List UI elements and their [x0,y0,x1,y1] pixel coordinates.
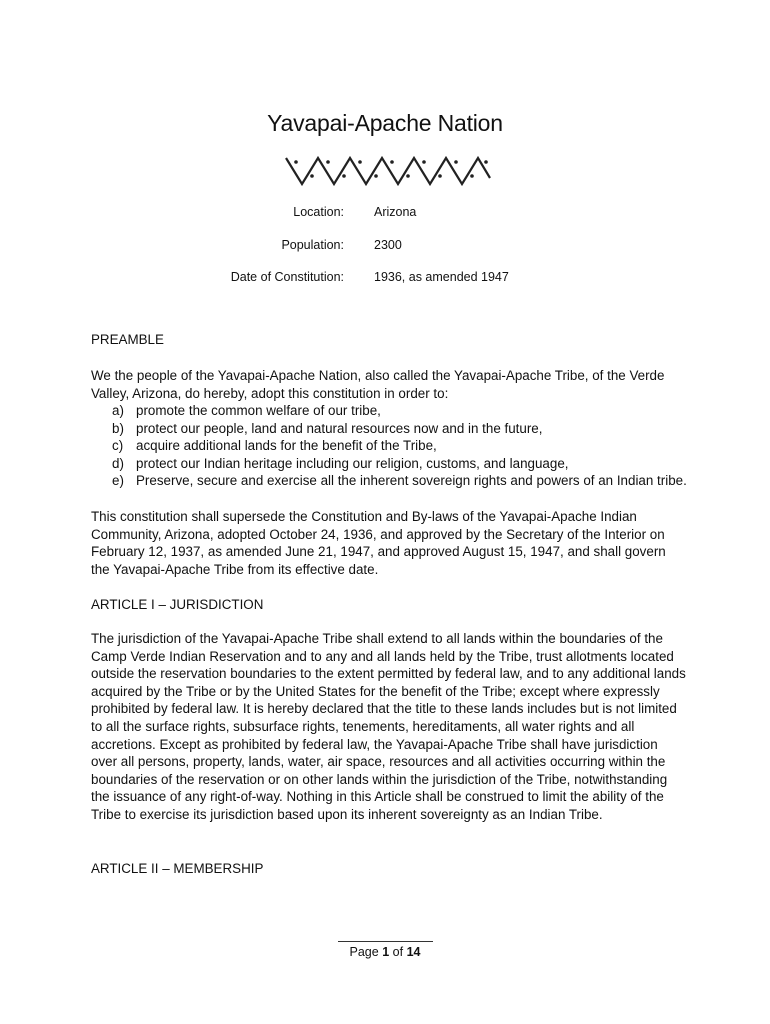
list-marker: c) [112,438,124,454]
meta-value: 2300 [374,238,402,252]
preamble-closing: This constitution shall supersede the Constitution and By-laws of the Yavapai-Apache Indian Community, Arizona, adopted October 24, 1936, and approved by the Secretary of the Interior on February 12, 1937, as amended June 21, 1947, and approved August 15, 1947, and shall govern the Yavapai-Apache Tribe from its effective date. [91,509,666,577]
meta-label: Date of Constitution: [230,270,344,284]
list-marker: e) [112,473,124,489]
zigzag-dot-ornament-icon [282,150,494,188]
document-title: Yavapai-Apache Nation [267,110,503,136]
footer-page-number: 1 [382,945,390,959]
list-marker: d) [112,455,124,471]
preamble-list [91,402,687,490]
article-1-heading: ARTICLE I – JURISDICTION [91,597,264,612]
meta-value: Arizona [374,205,417,219]
article-1-text: The jurisdiction of the Yavapai-Apache Tribe shall extend to all lands within the boundaries of the Camp Verde Indian Reservation and to any and all lands held by the Tribe, trust allotments located outside the reservation boundaries to the extent permitted by federal law, and to any additional lands acquired by the Tribe or by the United States for the benefit of the Tribe; except where expressly prohibited by federal law. It is hereby declared that the title to these lands includes but is not limited to all the surface rights, subsurface rights, tenements, hereditaments, all water rights and all accretions. Except as prohibited by federal law, the Yavapai-Apache Tribe shall have jurisdiction over all persons, property, lands, water, air space, resources and all activities occurring within the boundaries of the reservation or on other lands within the jurisdiction of the Tribe, notwithstanding the issuance of any right-of-way. Nothing in this Article shall be construed to limit the ability of the Tribe to exercise its jurisdiction based upon its inherent sovereignty as an Indian Tribe. [91,631,686,822]
list-item-text: Preserve, secure and exercise all the inherent sovereign rights and powers of an Indian tribe. [136,473,687,489]
meta-label: Location: [293,205,344,219]
footer-page-word: Page [349,945,379,959]
list-marker: a) [112,403,124,418]
list-marker: b) [112,420,124,436]
preamble-heading: PREAMBLE [91,332,164,347]
list-item [91,472,687,490]
page-footer [0,945,770,959]
article-2-heading: ARTICLE II – MEMBERSHIP [91,861,264,876]
preamble-intro: We the people of the Yavapai-Apache Nation, also called the Yavapai-Apache Tribe, of the Verde Valley, Arizona, do hereby, adopt this constitution in order to: [91,368,665,401]
list-item-text: acquire additional lands for the benefit of the Tribe, [136,438,437,454]
footer-of-word: of [392,945,404,959]
list-item-text: promote the common welfare of our tribe, [136,403,381,418]
footer-divider [338,941,433,942]
list-item-text: protect our people, land and natural resources now and in the future, [136,420,543,436]
list-item [91,455,687,473]
list-item-text: protect our Indian heritage including our religion, customs, and language, [136,455,569,471]
list-item [91,420,687,438]
footer-page-total: 14 [406,945,421,959]
list-item [91,437,687,455]
meta-value: 1936, as amended 1947 [374,270,509,284]
meta-label: Population: [281,238,344,252]
list-item [91,402,687,420]
